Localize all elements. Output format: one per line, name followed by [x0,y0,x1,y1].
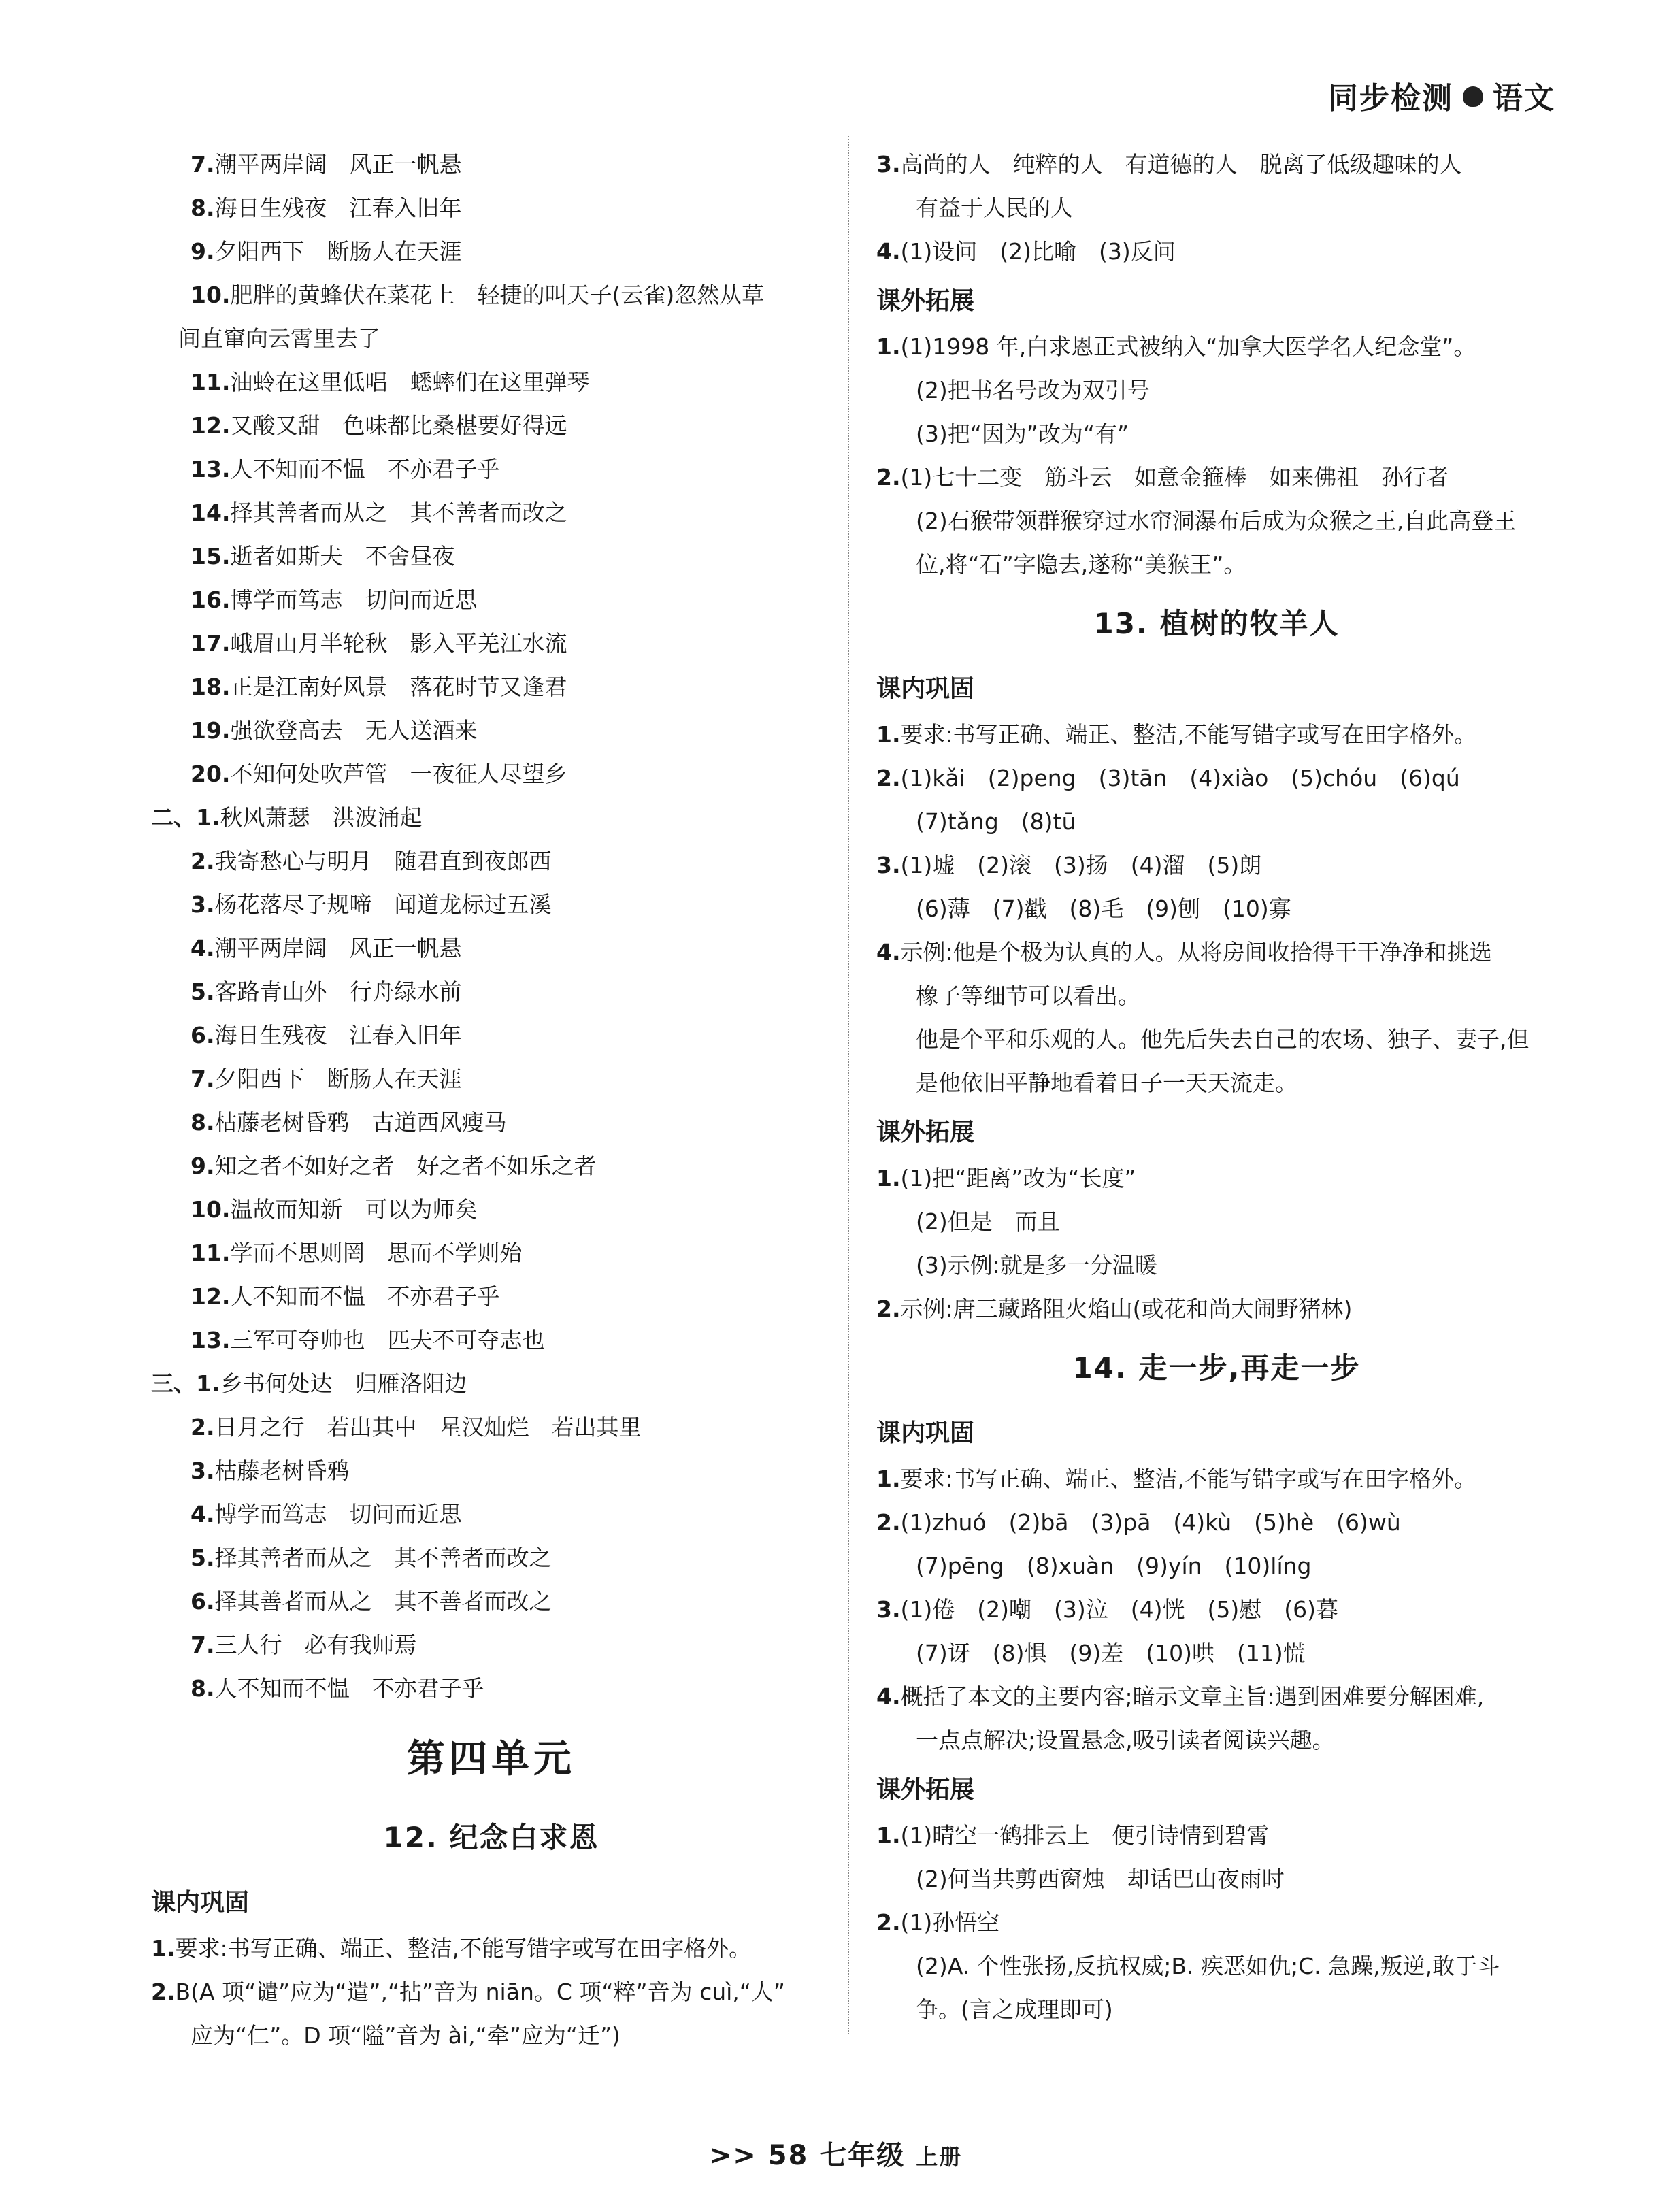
page-footer [0,2134,1671,2173]
item-number: 9. [191,238,215,265]
item-text: 客路青山外 行舟绿水前 [214,978,462,1005]
item-text: 择其善者而从之 其不善者而改之 [214,1545,552,1571]
section-heading: 课外拓展 [876,1119,975,1146]
list-item: 二、1.秋风萧瑟 洪波涌起 [151,804,423,831]
item-number: 2. [876,1509,901,1536]
list-item [151,317,831,361]
list-item [876,1200,1557,1244]
item-text: 潮平两岸阔 风正一帆悬 [214,151,462,178]
item-text: 他是个平和乐观的人。他先后失去自己的农场、独子、妻子,但 [916,1026,1529,1053]
answers-part-two [151,840,831,1362]
list-item [876,844,1557,887]
item-text: 示例:唐三藏路阻火焰山(或花和尚大闹野猪林) [900,1295,1353,1322]
list-item [151,1927,831,1970]
list-item [876,456,1557,499]
list-item [151,1319,831,1362]
item-text: (1)晴空一鹤排云上 便引诗情到碧霄 [900,1822,1270,1849]
item-text: 我寄愁心与明月 随君直到夜郎西 [214,848,552,874]
item-text: 肥胖的黄蜂伏在菜花上 轻捷的叫天子(云雀)忽然从草 [230,282,765,308]
list-item [151,274,831,317]
list-item [151,578,831,622]
section-heading: 课内巩固 [876,675,975,703]
list-item [151,927,831,970]
lesson-12-title: 12. 纪念白求恩 [383,1821,599,1854]
item-number: 13. [191,1327,231,1353]
item-number: 1. [876,1466,901,1492]
list-item [876,1287,1557,1331]
item-number: 13. [191,456,231,482]
item-text: (1)倦 (2)嘲 (3)泣 (4)恍 (5)慰 (6)暮 [900,1596,1338,1623]
list-item [151,1057,831,1101]
list-item [876,325,1557,369]
item-text: (1)墟 (2)滚 (3)扬 (4)溜 (5)朗 [900,852,1262,878]
lesson-14-title: 14. 走一步,再走一步 [1072,1351,1361,1385]
item-text: (2)石猴带领群猴穿过水帘洞瀑布后成为众猴之王,自此高登王 [916,508,1517,534]
item-text: 日月之行 若出其中 星汉灿烂 若出其里 [214,1414,642,1440]
list-item [151,1449,831,1493]
item-number: 3. [876,1596,901,1623]
list-item [151,143,831,186]
item-text: 峨眉山月半轮秋 影入平羌江水流 [230,630,567,657]
item-text: (7)tǎng (8)tū [916,808,1076,835]
list-item [876,1157,1557,1200]
item-text: (1)kǎi (2)peng (3)tān (4)xiào (5)chóu (6)qú [900,765,1460,791]
item-text: 是他依旧平静地看着日子一天天流走。 [916,1070,1297,1096]
list-item [151,1232,831,1275]
item-number: 5. [191,978,215,1005]
item-number: 17. [191,630,231,657]
item-text: (7)pēng (8)xuàn (9)yín (10)líng [916,1553,1312,1579]
item-text: 橡子等细节可以看出。 [916,983,1140,1009]
item-text: 要求:书写正确、端正、整洁,不能写错字或写在田字格外。 [175,1935,752,1962]
item-text: 人不知而不愠 不亦君子乎 [230,456,500,482]
item-text: B(A 项“谴”应为“遣”,“拈”音为 niān。C 项“粹”音为 cuì,“人” [175,1979,785,2005]
item-number: 2. [876,1295,901,1322]
item-number: 19. [191,717,231,744]
item-text: 示例:他是个极为认真的人。从将房间收拾得干干净净和挑选 [900,939,1492,965]
lesson-12-extension [876,325,1557,587]
item-number: 16. [191,587,231,613]
list-item [151,1144,831,1188]
item-text: (2)何当共剪西窗烛 却话巴山夜雨时 [916,1866,1285,1892]
footer-volume: 上册 [916,2144,963,2170]
list-item [876,1988,1557,2032]
list-item [876,1545,1557,1588]
item-number: 3. [191,1457,215,1484]
item-text: 人不知而不愠 不亦君子乎 [214,1675,484,1702]
item-text: (3)示例:就是多一分温暖 [916,1252,1157,1278]
list-item [151,535,831,578]
item-text: (1)1998 年,白求恩正式被纳入“加拿大医学名人纪念堂”。 [900,333,1476,360]
list-item: 三、1.乡书何处达 归雁洛阳边 [151,1370,467,1397]
section-heading: 课外拓展 [876,287,975,315]
item-text: (2)把书名号改为双引号 [916,377,1150,403]
section-heading: 课外拓展 [876,1776,975,1804]
list-item [151,840,831,883]
item-text: 杨花落尽子规啼 闻道龙标过五溪 [214,891,552,918]
list-item [151,361,831,404]
lesson-13-title: 13. 植树的牧羊人 [1093,607,1340,640]
item-text: 学而不思则罔 思而不学则殆 [230,1240,523,1266]
list-item [876,543,1557,587]
item-number: 5. [191,1545,215,1571]
item-number: 3. [191,891,215,918]
item-text: 高尚的人 纯粹的人 有道德的人 脱离了低级趣味的人 [900,151,1462,178]
lesson-12-answers [151,1927,831,2058]
item-text: 博学而笃志 切问而近思 [230,587,478,613]
item-number: 14. [191,499,231,526]
list-item [151,753,831,796]
item-text: 海日生残夜 江春入旧年 [214,195,462,221]
list-item [151,1188,831,1232]
answers-part-one [151,143,831,796]
item-number: 4. [876,939,901,965]
list-item [876,757,1557,800]
item-number: 1. [876,333,901,360]
item-text: 概括了本文的主要内容;暗示文章主旨:遇到困难要分解困难, [900,1683,1485,1710]
item-number: 6. [191,1022,215,1049]
section-heading: 课内巩固 [876,1419,975,1447]
list-item [876,800,1557,844]
item-text: 一点点解决;设置悬念,吸引读者阅读兴趣。 [916,1727,1335,1753]
list-item [876,1501,1557,1545]
item-number: 8. [191,1675,215,1702]
list-item [151,1970,831,2014]
item-number: 4. [191,1501,215,1528]
list-item [876,369,1557,412]
item-number: 20. [191,761,231,787]
item-text: (1)设问 (2)比喻 (3)反问 [900,238,1176,265]
list-item [876,974,1557,1018]
list-item [151,883,831,927]
item-number: 9. [191,1153,215,1179]
item-text: (1)zhuó (2)bā (3)pā (4)kù (5)hè (6)wù [900,1509,1401,1536]
lesson-14-answers [876,1457,1557,1762]
section-heading: 课内巩固 [151,1889,250,1917]
item-text: (2)A. 个性张扬,反抗权威;B. 疾恶如仇;C. 急躁,叛逆,敢于斗 [916,1953,1500,1979]
list-item [876,412,1557,456]
item-text: 三人行 必有我师焉 [214,1632,417,1658]
item-number: 2. [876,1909,901,1936]
item-number: 7. [191,1632,215,1658]
item-text: 夕阳西下 断肠人在天涯 [214,1066,462,1092]
item-text: 择其善者而从之 其不善者而改之 [214,1588,552,1615]
list-item [151,404,831,448]
list-item [876,143,1557,186]
list-item [876,1632,1557,1675]
list-item [876,1858,1557,1901]
item-text: 枯藤老树昏鸦 [214,1457,350,1484]
item-text: 油蛉在这里低唱 蟋蟀们在这里弹琴 [230,369,590,395]
item-text: (2)但是 而且 [916,1208,1060,1235]
item-number: 4. [876,1683,901,1710]
item-text: (1)孙悟空 [900,1909,1000,1936]
item-number: 1. [151,1935,176,1962]
lesson-13-extension [876,1157,1557,1331]
footer-arrows: >> [708,2140,757,2171]
list-item [876,230,1557,274]
list-item [151,230,831,274]
item-text: 又酸又甜 色味都比桑椹要好得远 [230,412,567,439]
item-number: 18. [191,674,231,700]
answers-part-three [151,1406,831,1711]
list-item [876,186,1557,230]
item-text: (1)七十二变 筋斗云 如意金箍棒 如来佛祖 孙行者 [900,464,1449,491]
item-number: 1. [876,1822,901,1849]
item-number: 4. [876,238,901,265]
list-item [876,1945,1557,1988]
item-text: 有益于人民的人 [916,195,1073,221]
list-item [876,713,1557,757]
item-text: 三军可夺帅也 匹夫不可夺志也 [230,1327,545,1353]
item-text: 博学而笃志 切问而近思 [214,1501,462,1528]
lesson-14-extension [876,1814,1557,2032]
right-column [876,143,1557,2032]
list-item [151,2014,831,2058]
item-number: 12. [191,412,231,439]
list-item [151,709,831,753]
lightbulb-icon [1463,86,1483,107]
item-text: 正是江南好风景 落花时节又逢君 [230,674,567,700]
list-item [151,1623,831,1667]
item-text: 人不知而不愠 不亦君子乎 [230,1283,500,1310]
item-number: 2. [876,464,901,491]
item-text: 枯藤老树昏鸦 古道西风瘦马 [214,1109,507,1136]
item-number: 2. [876,765,901,791]
list-item [151,665,831,709]
item-number: 8. [191,1109,215,1136]
item-number: 1. [876,1165,901,1191]
item-number: 12. [191,1283,231,1310]
item-text: 位,将“石”字隐去,遂称“美猴王”。 [916,551,1246,578]
list-item [151,1406,831,1449]
item-number: 10. [191,1196,231,1223]
item-text: 间直窜向云霄里去了 [178,325,380,352]
item-number: 15. [191,543,231,569]
item-text: 海日生残夜 江春入旧年 [214,1022,462,1049]
list-item [151,1667,831,1711]
list-item [151,622,831,665]
list-item [151,491,831,535]
list-item [151,186,831,230]
list-item [151,1275,831,1319]
item-number: 6. [191,1588,215,1615]
item-text: 争。(言之成理即可) [916,1996,1113,2023]
item-text: (7)讶 (8)惧 (9)差 (10)哄 (11)慌 [916,1640,1306,1666]
item-text: (3)把“因为”改为“有” [916,420,1129,447]
item-number: 2. [191,848,215,874]
item-text: 逝者如斯夫 不舍昼夜 [230,543,455,569]
item-text: (1)把“距离”改为“长度” [900,1165,1136,1191]
item-number: 7. [191,1066,215,1092]
header-subject: 语文 [1493,81,1555,116]
list-item [876,1675,1557,1719]
list-item [151,1493,831,1536]
item-number: 7. [191,151,215,178]
item-text: (6)薄 (7)戳 (8)毛 (9)刨 (10)寡 [916,895,1291,922]
list-item [876,1457,1557,1501]
item-text: 应为“仁”。D 项“隘”音为 ài,“牵”应为“迁”) [191,2022,621,2049]
list-item [876,1018,1557,1061]
list-item [876,1061,1557,1105]
list-item [876,1901,1557,1945]
item-number: 11. [191,369,231,395]
list-item [151,970,831,1014]
list-item [876,1719,1557,1762]
list-item [151,448,831,491]
lesson-12-answers-cont [876,143,1557,274]
list-item [876,1244,1557,1287]
list-item [876,1588,1557,1632]
item-number: 2. [191,1414,215,1440]
list-item [151,1101,831,1144]
item-number: 4. [191,935,215,961]
item-text: 温故而知新 可以为师矣 [230,1196,478,1223]
item-text: 要求:书写正确、端正、整洁,不能写错字或写在田字格外。 [900,1466,1477,1492]
header-series: 同步检测 [1328,81,1453,116]
item-text: 不知何处吹芦管 一夜征人尽望乡 [230,761,567,787]
lesson-13-answers [876,713,1557,1105]
list-item [876,1814,1557,1858]
item-text: 知之者不如好之者 好之者不如乐之者 [214,1153,597,1179]
list-item [876,499,1557,543]
item-number: 10. [191,282,231,308]
item-text: 择其善者而从之 其不善者而改之 [230,499,567,526]
item-text: 夕阳西下 断肠人在天涯 [214,238,462,265]
item-text: 潮平两岸阔 风正一帆悬 [214,935,462,961]
item-number: 1. [876,721,901,748]
page-number: 58 [767,2140,809,2171]
running-header [1328,73,1555,117]
list-item [151,1014,831,1057]
list-item [151,1536,831,1580]
item-number: 8. [191,195,215,221]
item-number: 11. [191,1240,231,1266]
item-number: 3. [876,151,901,178]
footer-grade: 七年级 [819,2140,906,2171]
item-text: 强欲登高去 无人送酒来 [230,717,478,744]
unit-title: 第四单元 [407,1737,576,1781]
left-column [151,143,831,2058]
list-item [151,1580,831,1623]
item-number: 2. [151,1979,176,2005]
item-text: 要求:书写正确、端正、整洁,不能写错字或写在田字格外。 [900,721,1477,748]
item-number: 3. [876,852,901,878]
list-item [876,931,1557,974]
list-item [876,887,1557,931]
column-divider [848,136,849,2034]
